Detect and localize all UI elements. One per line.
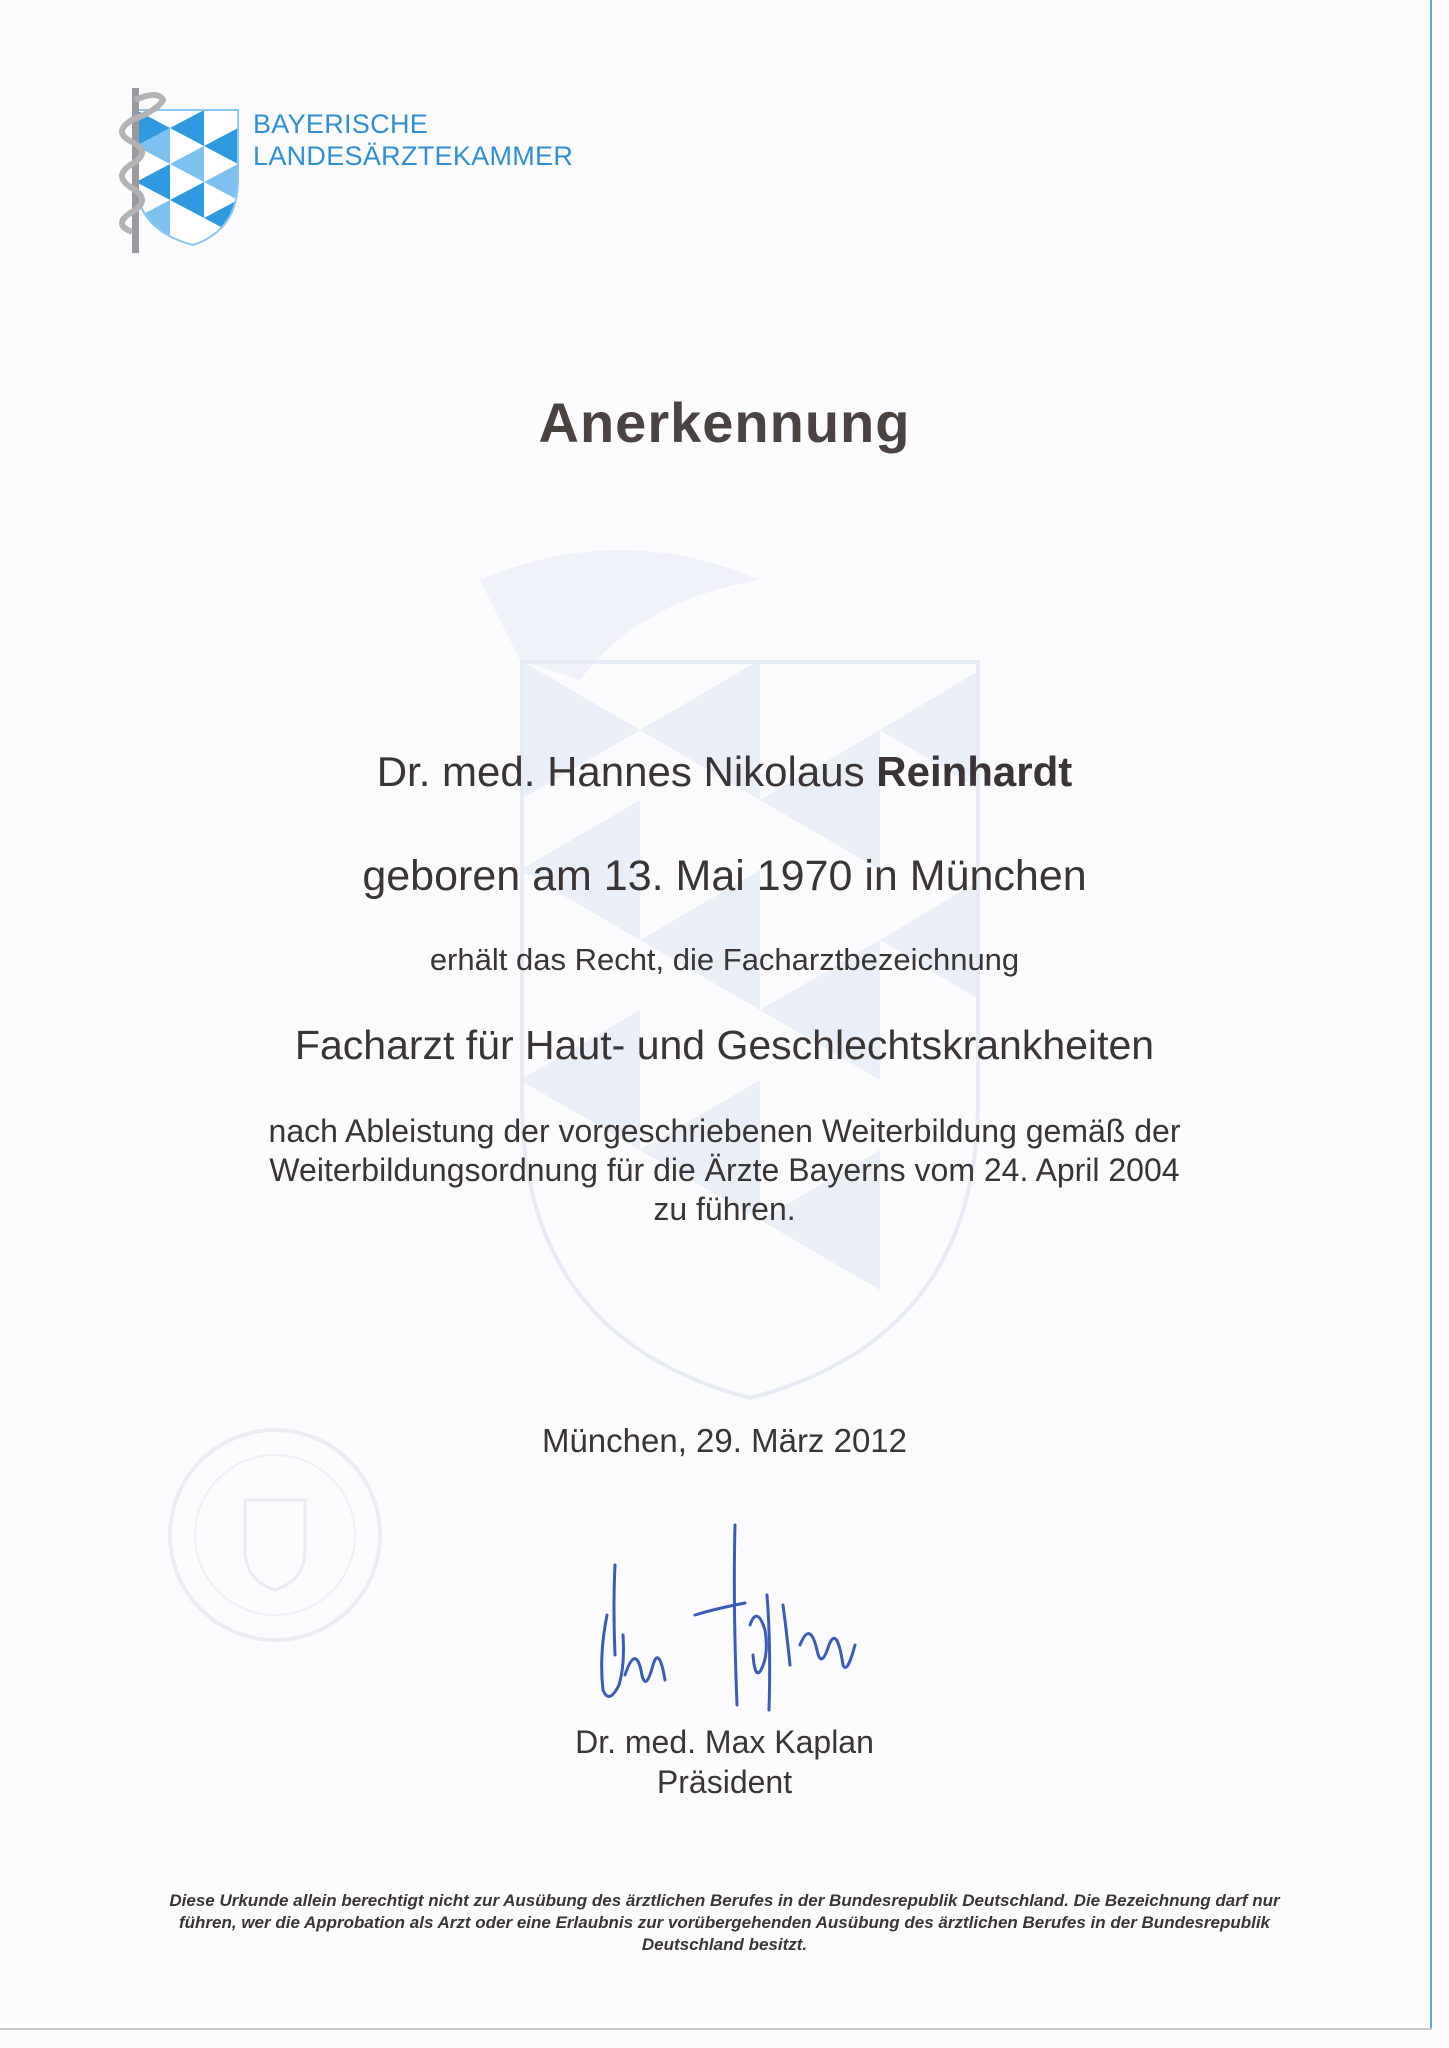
handwritten-signature [585,1505,885,1725]
granted-line: erhält das Recht, die Facharztbezeichnung [429,942,1020,977]
signer-role: Präsident [656,1764,793,1800]
specialty-title: Facharzt für Haut- und Geschlechtskrankheiten [294,1022,1155,1068]
org-name [253,108,573,172]
org-name-line1: BAYERISCHE [253,109,429,139]
birth-line: geboren am 13. Mai 1970 in München [362,852,1087,900]
page-edge-bottom [0,2028,1432,2030]
place-date: München, 29. März 2012 [541,1422,908,1459]
recipient-name [0,748,1449,796]
org-logo [118,80,574,260]
body-line-1: nach Ableistung der vorgeschriebenen Weiterbildung gemäß der [268,1113,1181,1149]
body-text [0,1112,1449,1229]
signer-block [0,1722,1449,1802]
footer-disclaimer: Diese Urkunde allein berechtigt nicht zur Ausübung des ärztlichen Berufes in der Bundesrepublik Deutschland. Die Bezeichnung darf nur führen, wer die Approbation als Arzt oder eine Erlaubnis zur vorübergehenden Ausübung des ärztlichen Berufes in der Bundesrepublik Deutschland besitzt. [169,1891,1280,1954]
org-name-line2: LANDESÄRZTEKAMMER [253,141,574,171]
body-line-2: Weiterbildungsordnung für die Ärzte Bayerns vom 24. April 2004 [269,1152,1180,1188]
signer-name: Dr. med. Max Kaplan [575,1724,874,1760]
aesculapian-shield-icon [118,80,248,260]
recipient-surname: Reinhardt [876,748,1073,795]
watermark-crest-icon [460,540,1020,1420]
certificate-title: Anerkennung [538,391,911,454]
body-line-3: zu führen. [653,1191,796,1227]
recipient-name-prefix: Dr. med. Hannes Nikolaus [376,748,865,795]
